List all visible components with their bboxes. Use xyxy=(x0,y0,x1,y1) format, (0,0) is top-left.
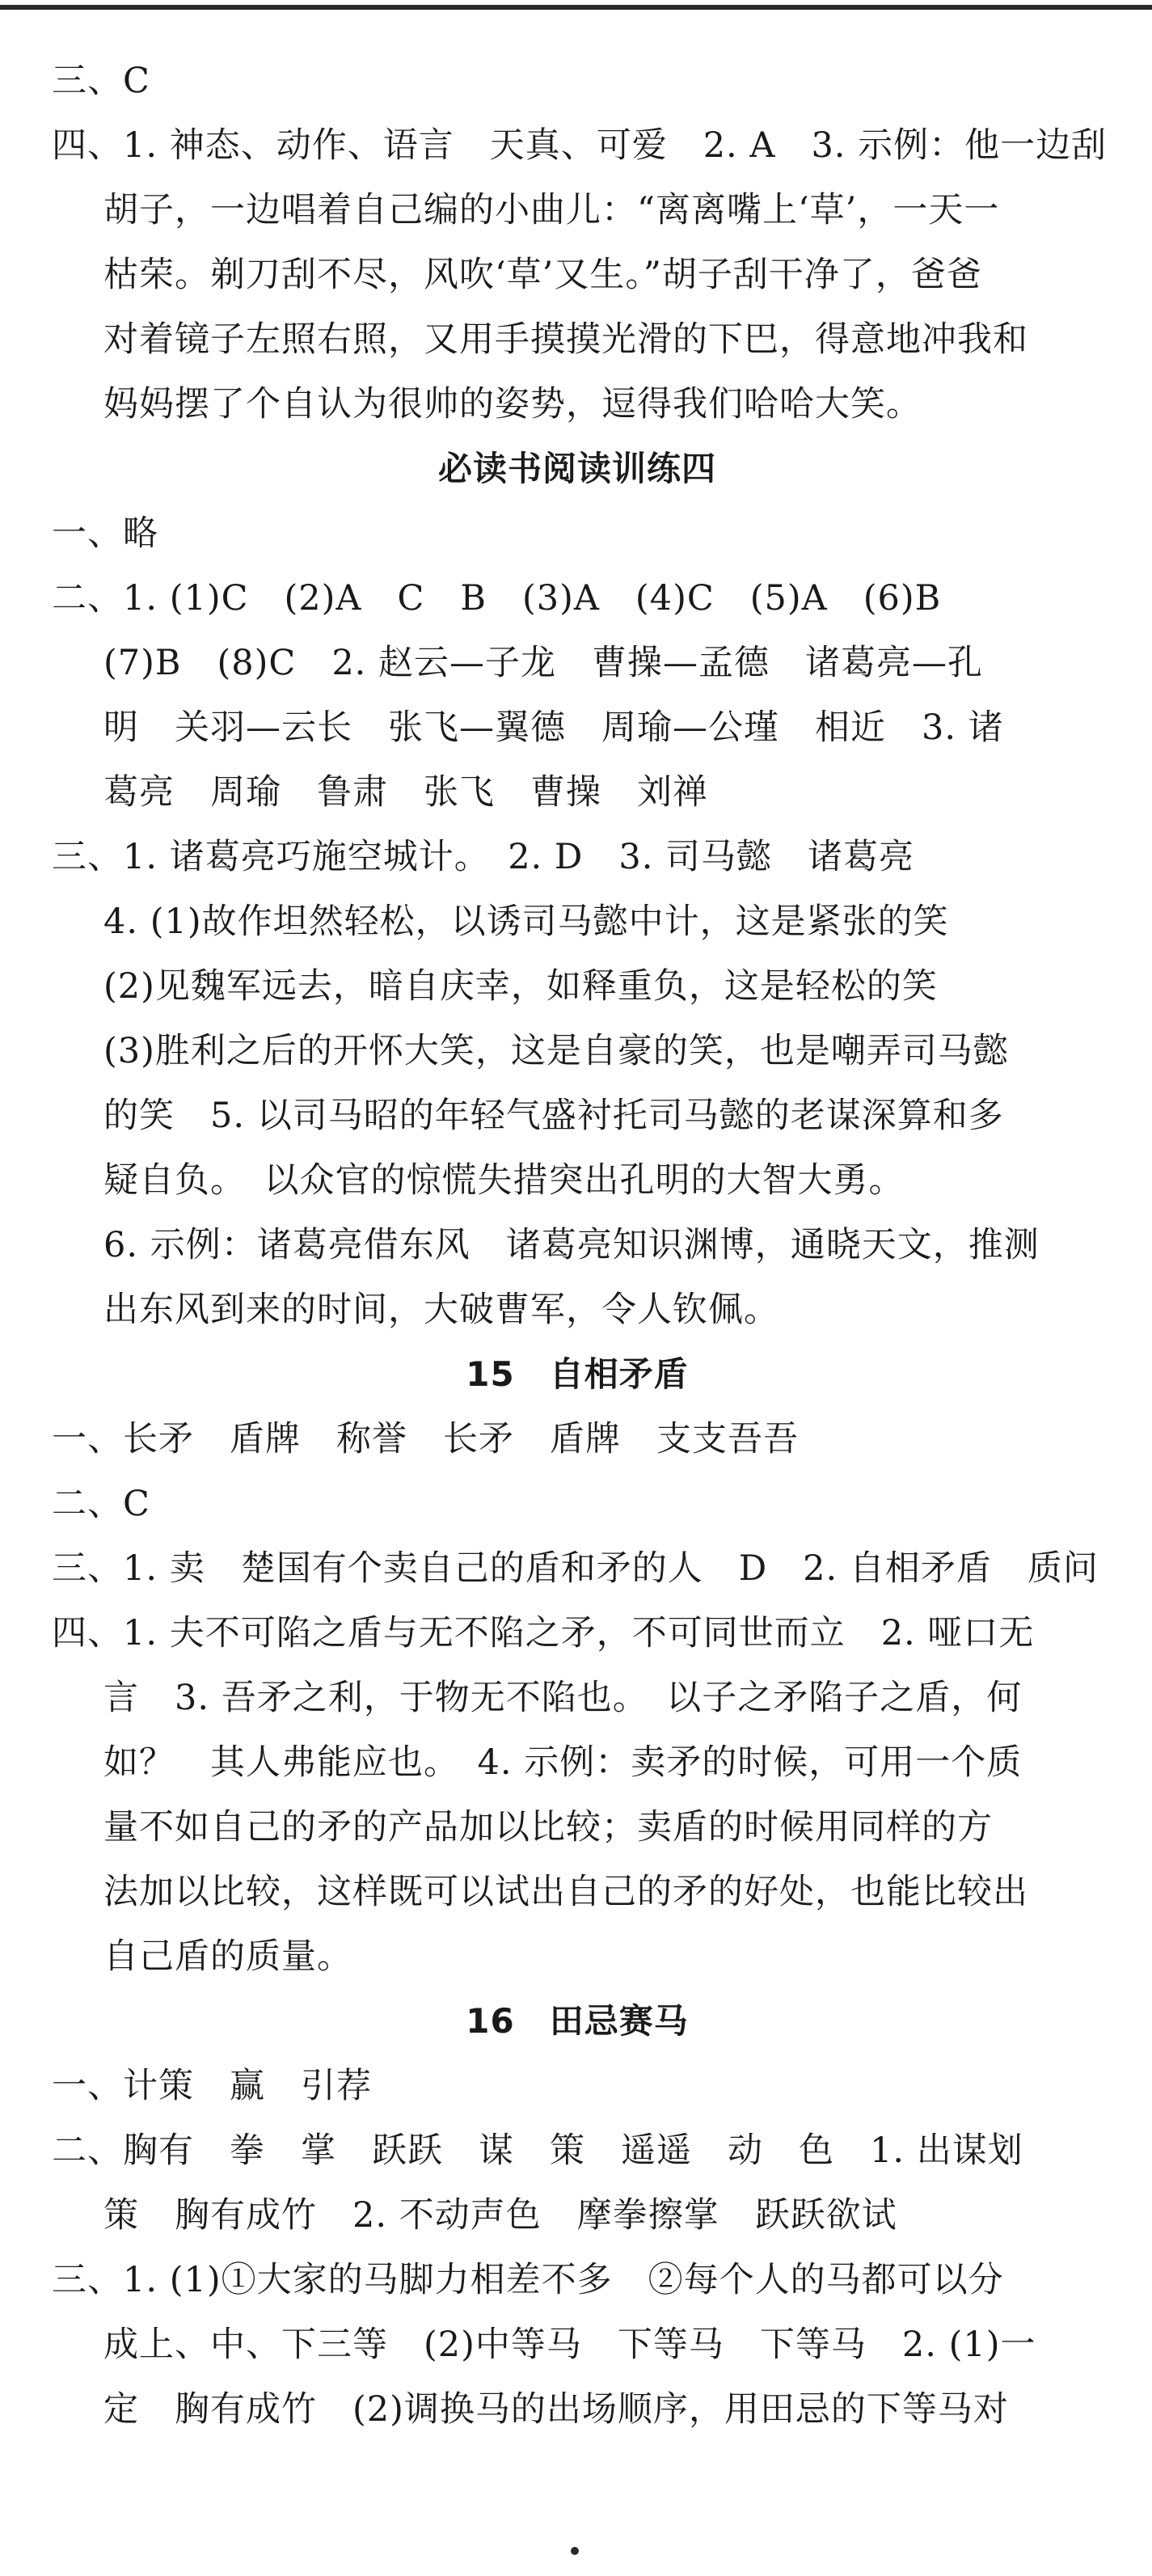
answer-line: 成上、中、下三等 (2)中等马 下等马 下等马 2. (1)一 xyxy=(103,2325,1036,2365)
answer-line: 法加以比较，这样既可以试出自己的矛的好处，也能比较出 xyxy=(103,1872,1028,1912)
answer-line: 定 胸有成竹 (2)调换马的出场顺序，用田忌的下等马对 xyxy=(103,2389,1009,2430)
section-heading: 15 自相矛盾 xyxy=(466,1354,689,1394)
section-heading: 必读书阅读训练四 xyxy=(437,449,716,488)
answer-line: (7)B (8)C 2. 赵云—子龙 曹操—孟德 诸葛亮—孔 xyxy=(103,643,984,683)
answer-line: 对着镜子左照右照，又用手摸摸光滑的下巴，得意地冲我和 xyxy=(103,319,1028,360)
answer-line: 6. 示例：诸葛亮借东风 诸葛亮知识渊博，通晓天文，推测 xyxy=(103,1225,1040,1265)
answer-page xyxy=(52,49,1108,2442)
answer-line: 妈妈摆了个自认为很帅的姿势，逗得我们哈哈大笑。 xyxy=(103,384,922,424)
answer-line: 量不如自己的矛的产品加以比较；卖盾的时候用同样的方 xyxy=(103,1807,993,1848)
answer-line: 二、C xyxy=(52,1484,150,1524)
answer-line: 四、1. 夫不可陷之盾与无不陷之矛，不可同世而立 2. 哑口无 xyxy=(52,1613,1035,1653)
answer-line: 三、C xyxy=(52,61,150,101)
answer-line: 三、1. 诸葛亮巧施空城计。 2. D 3. 司马懿 诸葛亮 xyxy=(52,837,915,877)
answer-line: 疑自负。 以众官的惊慌失措突出孔明的大智大勇。 xyxy=(103,1160,905,1201)
answer-line: 言 3. 吾矛之利，于物无不陷也。 以子之矛陷子之盾，何 xyxy=(103,1678,1023,1718)
answer-line: 三、1. 卖 楚国有个卖自己的盾和矛的人 D 2. 自相矛盾 质问 xyxy=(52,1548,1099,1589)
answer-line: 一、计策 赢 引荐 xyxy=(52,2066,372,2106)
answer-line: 枯荣。剃刀刮不尽，风吹‘草’又生。”胡子刮干净了，爸爸 xyxy=(103,255,982,295)
section-heading: 16 田忌赛马 xyxy=(466,2001,689,2041)
answer-line: (3)胜利之后的开怀大笑，这是自豪的笑，也是嘲弄司马懿 xyxy=(103,1031,1009,1071)
answer-line: 明 关羽—云长 张飞—翼德 周瑜—公瑾 相近 3. 诸 xyxy=(103,707,1004,748)
answer-line: 如？ 其人弗能应也。 4. 示例：卖矛的时候，可用一个质 xyxy=(103,1742,1023,1783)
page-dot-mark xyxy=(571,2547,579,2555)
answer-line: 4. (1)故作坦然轻松，以诱司马懿中计，这是紧张的笑 xyxy=(103,902,949,942)
answer-line: 一、略 xyxy=(52,513,158,554)
answer-line: 葛亮 周瑜 鲁肃 张飞 曹操 刘禅 xyxy=(103,772,708,813)
answer-line: (2)见魏军远去，暗自庆幸，如释重负，这是轻松的笑 xyxy=(103,966,938,1007)
answer-line: 自己盾的质量。 xyxy=(103,1936,352,1977)
answer-line: 出东风到来的时间，大破曹军，令人钦佩。 xyxy=(103,1290,779,1330)
answer-line: 胡子，一边唱着自己编的小曲儿：“离离嘴上‘草’，一天一 xyxy=(103,190,1000,230)
answer-line: 策 胸有成竹 2. 不动声色 摩拳擦掌 跃跃欲试 xyxy=(103,2195,897,2236)
answer-line: 二、1. (1)C (2)A C B (3)A (4)C (5)A (6)B xyxy=(52,578,942,619)
answer-line: 的笑 5. 以司马昭的年轻气盛衬托司马懿的老谋深算和多 xyxy=(103,1096,1004,1136)
answer-line: 三、1. (1)①大家的马脚力相差不多 ②每个人的马都可以分 xyxy=(52,2260,1004,2300)
top-rule xyxy=(0,5,1152,10)
answer-line: 一、长矛 盾牌 称誉 长矛 盾牌 支支吾吾 xyxy=(52,1419,799,1459)
answer-line: 二、胸有 拳 掌 跃跃 谋 策 遥遥 动 色 1. 出谋划 xyxy=(52,2130,1023,2171)
answer-line: 四、1. 神态、动作、语言 天真、可爱 2. A 3. 示例：他一边刮 xyxy=(52,125,1108,166)
